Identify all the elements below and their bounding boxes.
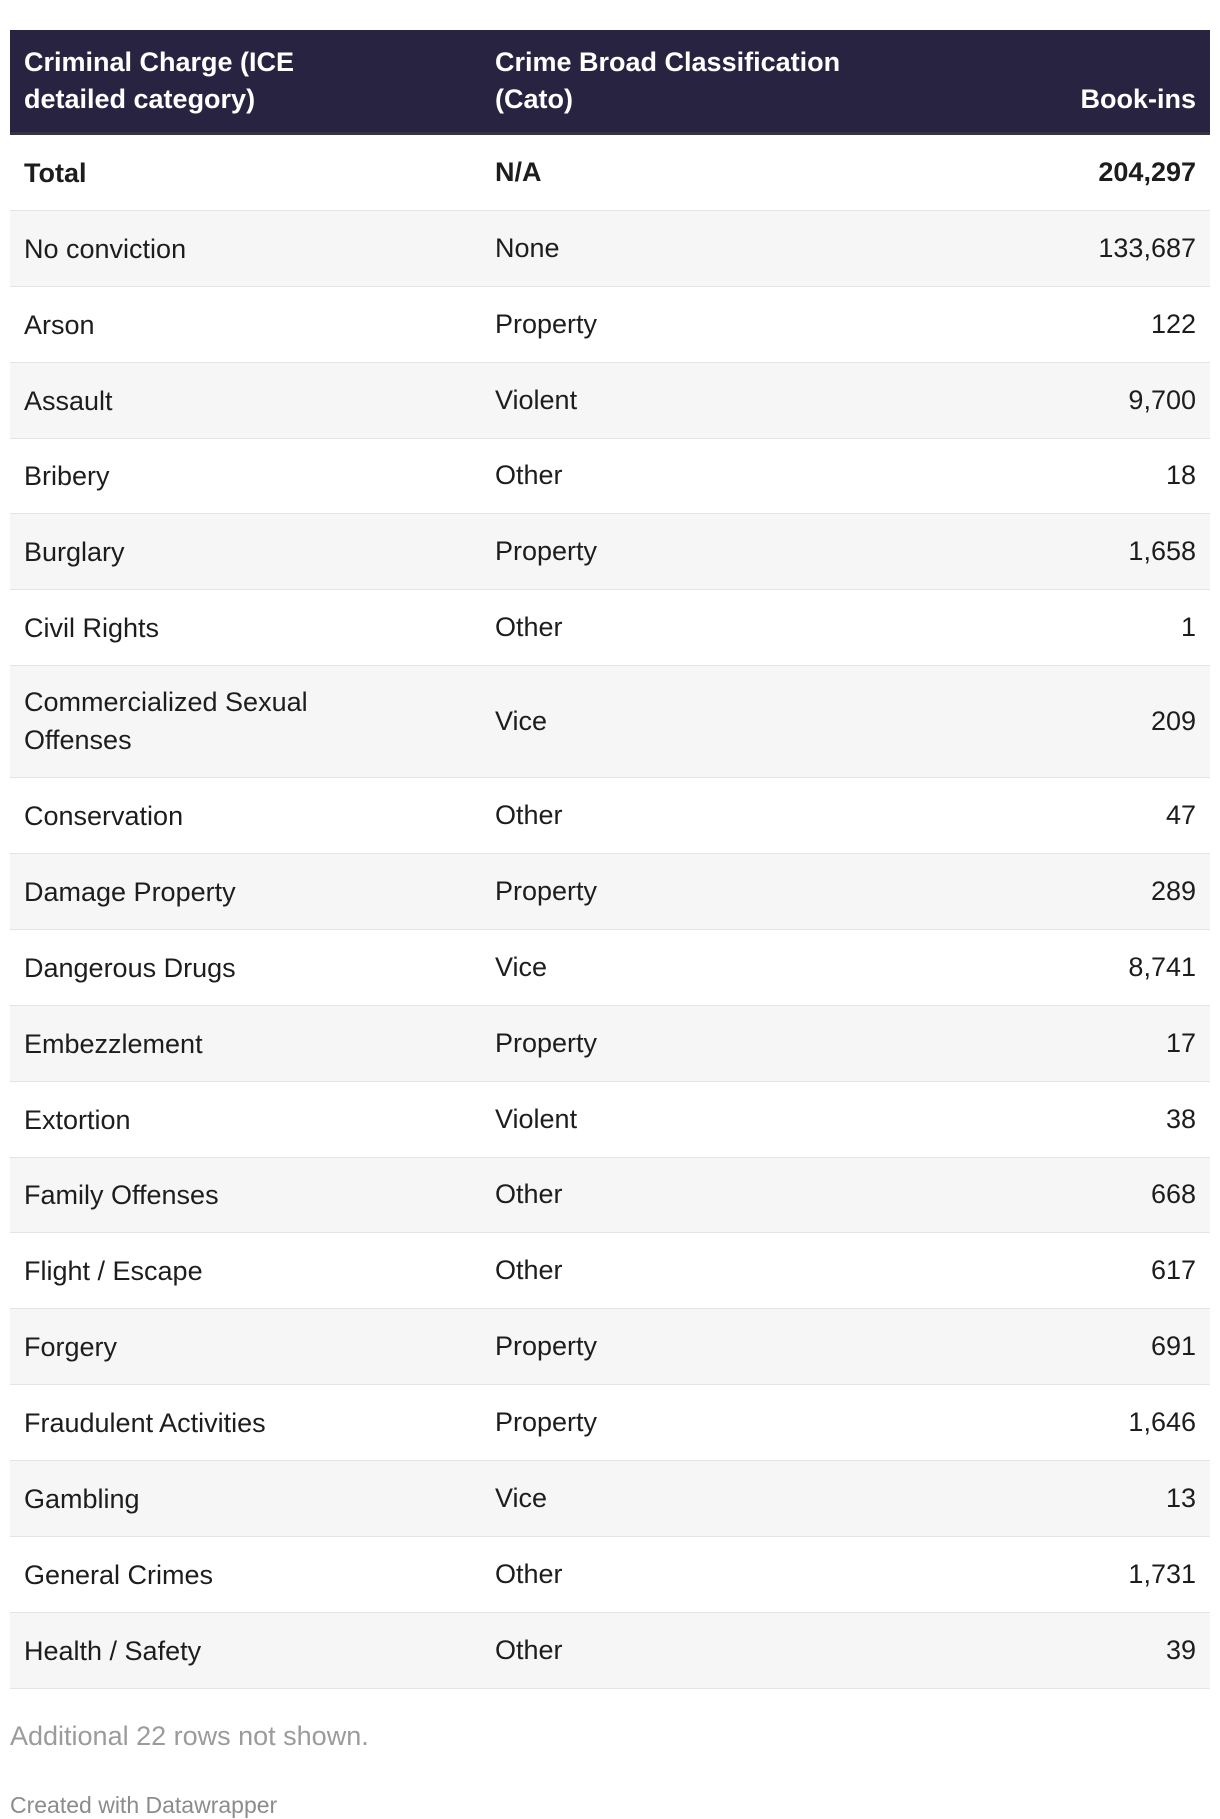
rows-not-shown-note: Additional 22 rows not shown. xyxy=(10,1720,369,1751)
charge-label: Family Offenses xyxy=(24,1180,219,1211)
datawrapper-attribution-link[interactable]: Created with Datawrapper xyxy=(10,1791,278,1818)
col-header-classification-label: Crime Broad Classification (Cato) xyxy=(495,47,841,114)
bookins-cell: 9,700 xyxy=(1128,384,1196,415)
table-row xyxy=(10,1081,1210,1157)
table-row xyxy=(10,590,1210,666)
table-row xyxy=(10,854,1210,930)
charge-label: Forgery xyxy=(24,1332,118,1363)
charge-label: Assault xyxy=(24,385,113,416)
table-row xyxy=(10,1461,1210,1537)
charge-label: Health / Safety xyxy=(24,1635,202,1666)
table-row-total xyxy=(10,134,1210,211)
table-row xyxy=(10,1309,1210,1385)
charge-label: General Crimes xyxy=(24,1559,214,1590)
charge-label: Gambling xyxy=(24,1483,140,1514)
charge-cell xyxy=(10,778,481,854)
charge-label: Commercialized Sexual Offenses xyxy=(24,687,308,756)
classification-cell: Vice xyxy=(495,706,548,737)
charge-cell xyxy=(10,514,481,590)
charge-cell xyxy=(10,1612,481,1688)
classification-cell: Vice xyxy=(495,1482,548,1513)
col-header-bookins xyxy=(912,30,1210,134)
charge-cell xyxy=(10,854,481,930)
bookins-cell: 1 xyxy=(1180,612,1196,643)
charge-label: Extortion xyxy=(24,1104,131,1135)
bookins-cell: 38 xyxy=(1165,1103,1196,1134)
bookins-cell: 18 xyxy=(1165,460,1196,491)
bookins-cell: 122 xyxy=(1150,308,1196,339)
charge-label: Damage Property xyxy=(24,876,236,907)
bookins-cell: 1,731 xyxy=(1128,1558,1196,1589)
bookins-cell: 47 xyxy=(1165,800,1196,831)
bookins-cell: 1,658 xyxy=(1128,536,1196,567)
bookins-cell: 133,687 xyxy=(1098,232,1196,263)
charge-cell xyxy=(10,1081,481,1157)
charge-cell xyxy=(10,1157,481,1233)
bookins-cell: 8,741 xyxy=(1128,951,1196,982)
charge-cell xyxy=(10,1233,481,1309)
charge-cell xyxy=(10,1309,481,1385)
table-row xyxy=(10,362,1210,438)
charge-label: Flight / Escape xyxy=(24,1256,203,1287)
classification-cell: N/A xyxy=(495,156,542,187)
header-row xyxy=(10,30,1210,134)
charge-cell xyxy=(10,362,481,438)
bookins-cell: 289 xyxy=(1150,875,1196,906)
classification-cell: Other xyxy=(495,1634,563,1665)
table-row xyxy=(10,438,1210,514)
charge-cell xyxy=(10,210,481,286)
table-row xyxy=(10,666,1210,778)
table-row xyxy=(10,778,1210,854)
table-row xyxy=(10,514,1210,590)
charge-cell xyxy=(10,134,481,211)
table-row xyxy=(10,210,1210,286)
classification-cell: Violent xyxy=(495,1103,578,1134)
charge-cell xyxy=(10,438,481,514)
bookins-cell: 1,646 xyxy=(1128,1407,1196,1438)
charge-label: Burglary xyxy=(24,537,125,568)
col-header-bookins-label: Book-ins xyxy=(1080,84,1196,114)
bookins-cell: 617 xyxy=(1150,1255,1196,1286)
col-header-criminal-charge-label: Criminal Charge (ICE detailed category) xyxy=(24,47,295,114)
classification-cell: Vice xyxy=(495,951,548,982)
charge-label: Dangerous Drugs xyxy=(24,952,236,983)
bookins-cell: 209 xyxy=(1150,706,1196,737)
classification-cell: Other xyxy=(495,1255,563,1286)
col-header-criminal-charge xyxy=(10,30,481,134)
table-row xyxy=(10,1005,1210,1081)
classification-cell: Violent xyxy=(495,384,578,415)
table-row xyxy=(10,1612,1210,1688)
charge-label: Fraudulent Activities xyxy=(24,1408,266,1438)
charge-cell xyxy=(10,1005,481,1081)
classification-cell: Property xyxy=(495,1331,598,1362)
classification-cell: Other xyxy=(495,1179,563,1210)
charge-cell xyxy=(10,590,481,666)
charge-label: Total xyxy=(24,157,87,188)
table-row xyxy=(10,286,1210,362)
classification-cell: Property xyxy=(495,1027,598,1058)
charge-cell xyxy=(10,1385,481,1461)
charge-label: Conservation xyxy=(24,801,184,831)
charge-cell xyxy=(10,666,481,778)
classification-cell: Property xyxy=(495,308,598,339)
bookins-cell: 39 xyxy=(1165,1634,1196,1665)
bookins-cell: 204,297 xyxy=(1098,156,1196,187)
bookins-cell: 668 xyxy=(1150,1179,1196,1210)
bookins-cell: 691 xyxy=(1150,1331,1196,1362)
classification-cell: None xyxy=(495,232,560,263)
bookins-cell: 13 xyxy=(1165,1482,1196,1513)
classification-cell: Other xyxy=(495,460,563,491)
charge-cell xyxy=(10,1536,481,1612)
classification-cell: Property xyxy=(495,875,598,906)
charge-cell xyxy=(10,286,481,362)
charge-label: No conviction xyxy=(24,233,187,264)
classification-cell: Other xyxy=(495,1558,563,1589)
table-row xyxy=(10,1536,1210,1612)
col-header-classification xyxy=(481,30,912,134)
classification-cell: Other xyxy=(495,612,563,643)
charge-label: Bribery xyxy=(24,461,110,492)
table-row xyxy=(10,1157,1210,1233)
table-row xyxy=(10,929,1210,1005)
charge-label: Civil Rights xyxy=(24,613,160,644)
bookins-table xyxy=(10,30,1210,1689)
charge-label: Arson xyxy=(24,309,95,340)
classification-cell: Other xyxy=(495,800,563,831)
classification-cell: Property xyxy=(495,536,598,567)
table-row xyxy=(10,1233,1210,1309)
charge-cell xyxy=(10,1461,481,1537)
bookins-cell: 17 xyxy=(1165,1027,1196,1058)
table-row xyxy=(10,1385,1210,1461)
classification-cell: Property xyxy=(495,1407,598,1438)
charge-label: Embezzlement xyxy=(24,1028,203,1059)
charge-cell xyxy=(10,929,481,1005)
